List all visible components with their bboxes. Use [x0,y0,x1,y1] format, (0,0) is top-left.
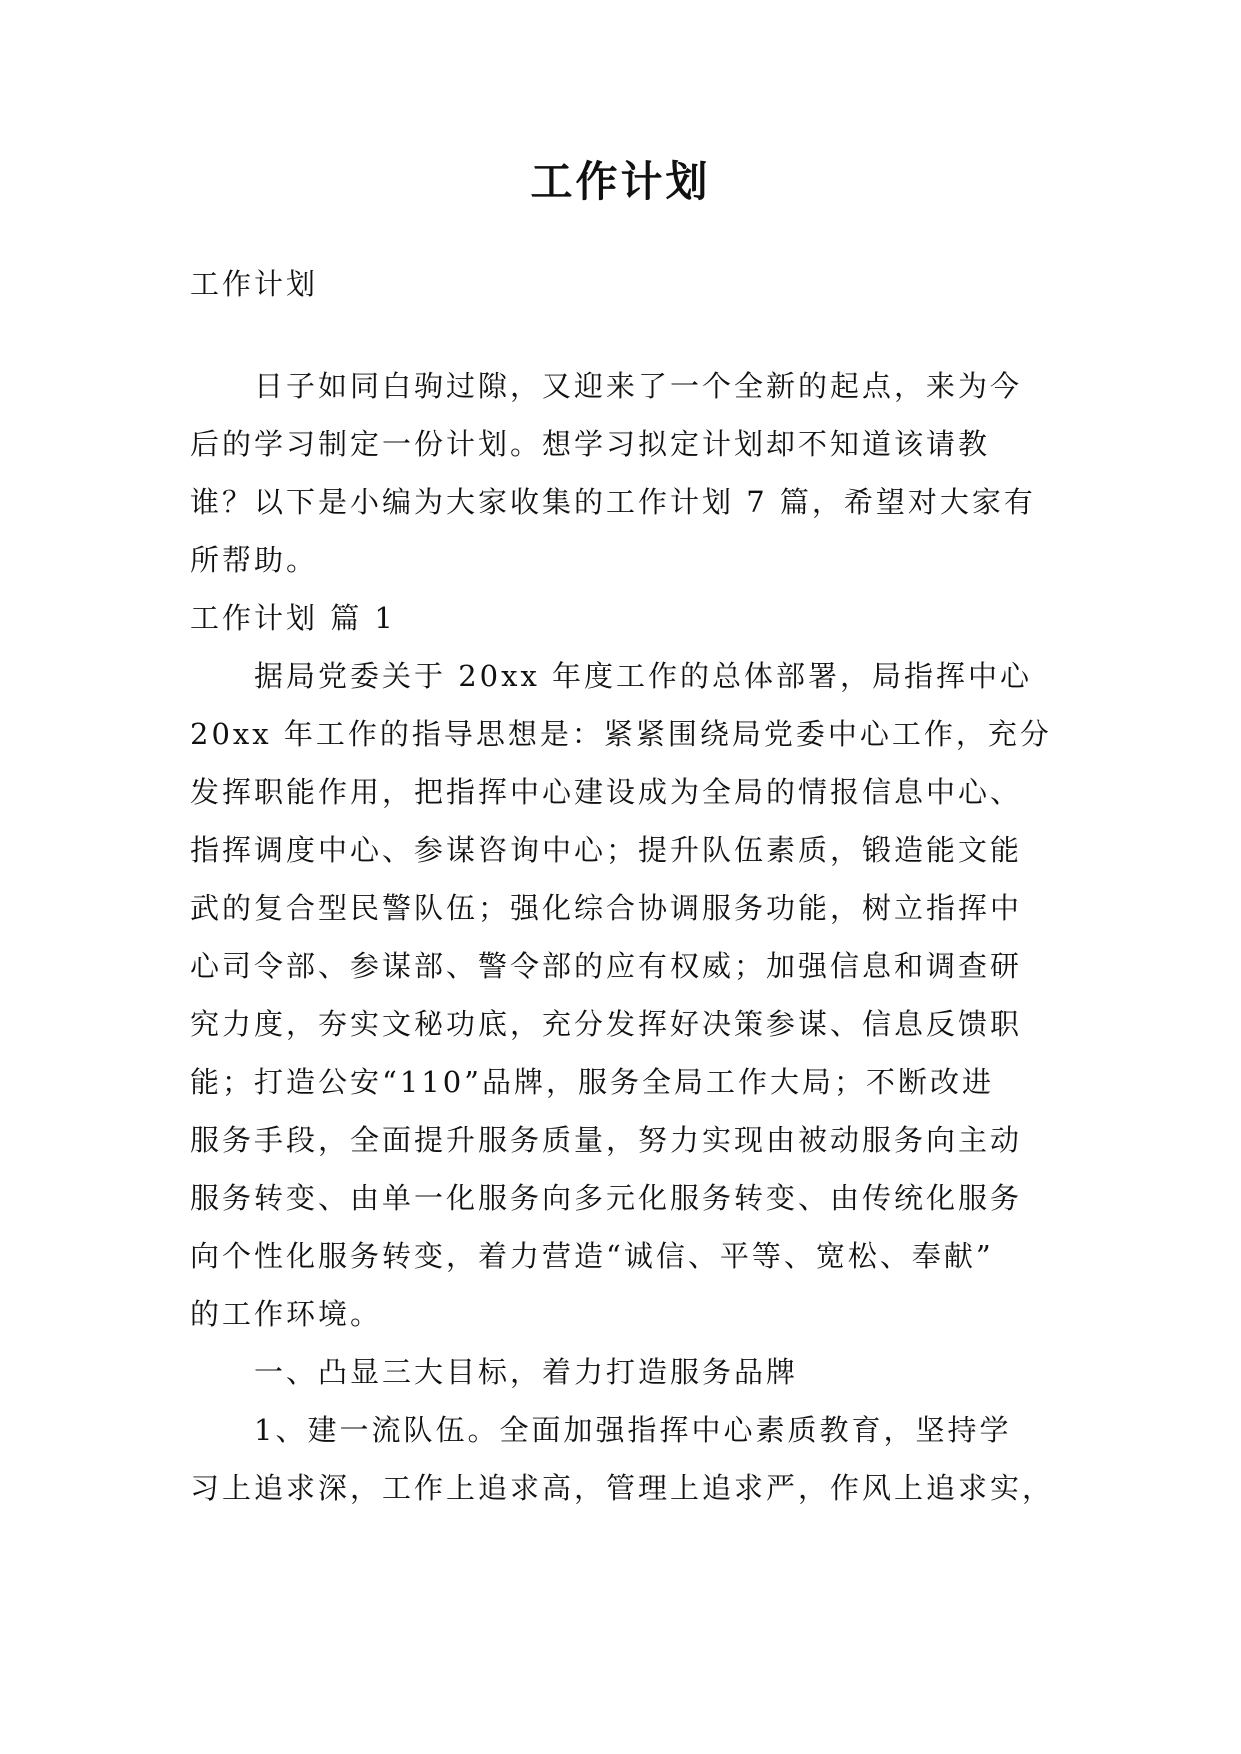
body-line: 一、凸显三大目标，着力打造服务品牌 [190,1355,799,1389]
body-line: 据局党委关于 20xx 年度工作的总体部署，局指挥中心 [190,659,1033,693]
document-title: 工作计划 [530,157,711,206]
section-heading: 工作计划 篇 1 [190,601,396,635]
intro-line: 所帮助。 [190,543,319,577]
body-line: 心司令部、参谋部、警令部的应有权威；加强信息和调查研 [190,949,1023,983]
body-line: 武的复合型民警队伍；强化综合协调服务功能，树立指挥中 [190,891,1023,925]
body-line: 指挥调度中心、参谋咨询中心；提升队伍素质，锻造能文能 [190,833,1023,867]
body-line: 1、建一流队伍。全面加强指挥中心素质教育，坚持学 [190,1413,1012,1447]
body-line: 的工作环境。 [190,1297,383,1331]
body-line: 能；打造公安“110”品牌，服务全局工作大局；不断改进 [190,1065,995,1099]
document-subtitle [190,255,1060,313]
intro-line: 日子如同白驹过隙，又迎来了一个全新的起点，来为今 [190,369,1023,403]
subtitle-line: 工作计划 [190,267,319,301]
intro-line: 后的学习制定一份计划。想学习拟定计划却不知道该请教 [190,427,991,461]
body-line: 20xx 年工作的指导思想是：紧紧围绕局党委中心工作，充分 [190,717,1052,751]
intro-line: 谁？以下是小编为大家收集的工作计划 7 篇，希望对大家有 [190,485,1036,519]
body-line: 服务手段，全面提升服务质量，努力实现由被动服务向主动 [190,1123,1023,1157]
body-line: 习上追求深，工作上追求高，管理上追求严，作风上追求实， [190,1471,1055,1505]
body-line: 服务转变、由单一化服务向多元化服务转变、由传统化服务 [190,1181,1023,1215]
body-line: 发挥职能作用，把指挥中心建设成为全局的情报信息中心、 [190,775,1023,809]
body-line: 向个性化服务转变，着力营造“诚信、平等、宽松、奉献” [190,1239,994,1273]
intro-paragraph [190,357,1060,1517]
body-line: 究力度，夯实文秘功底，充分发挥好决策参谋、信息反馈职 [190,1007,1023,1041]
